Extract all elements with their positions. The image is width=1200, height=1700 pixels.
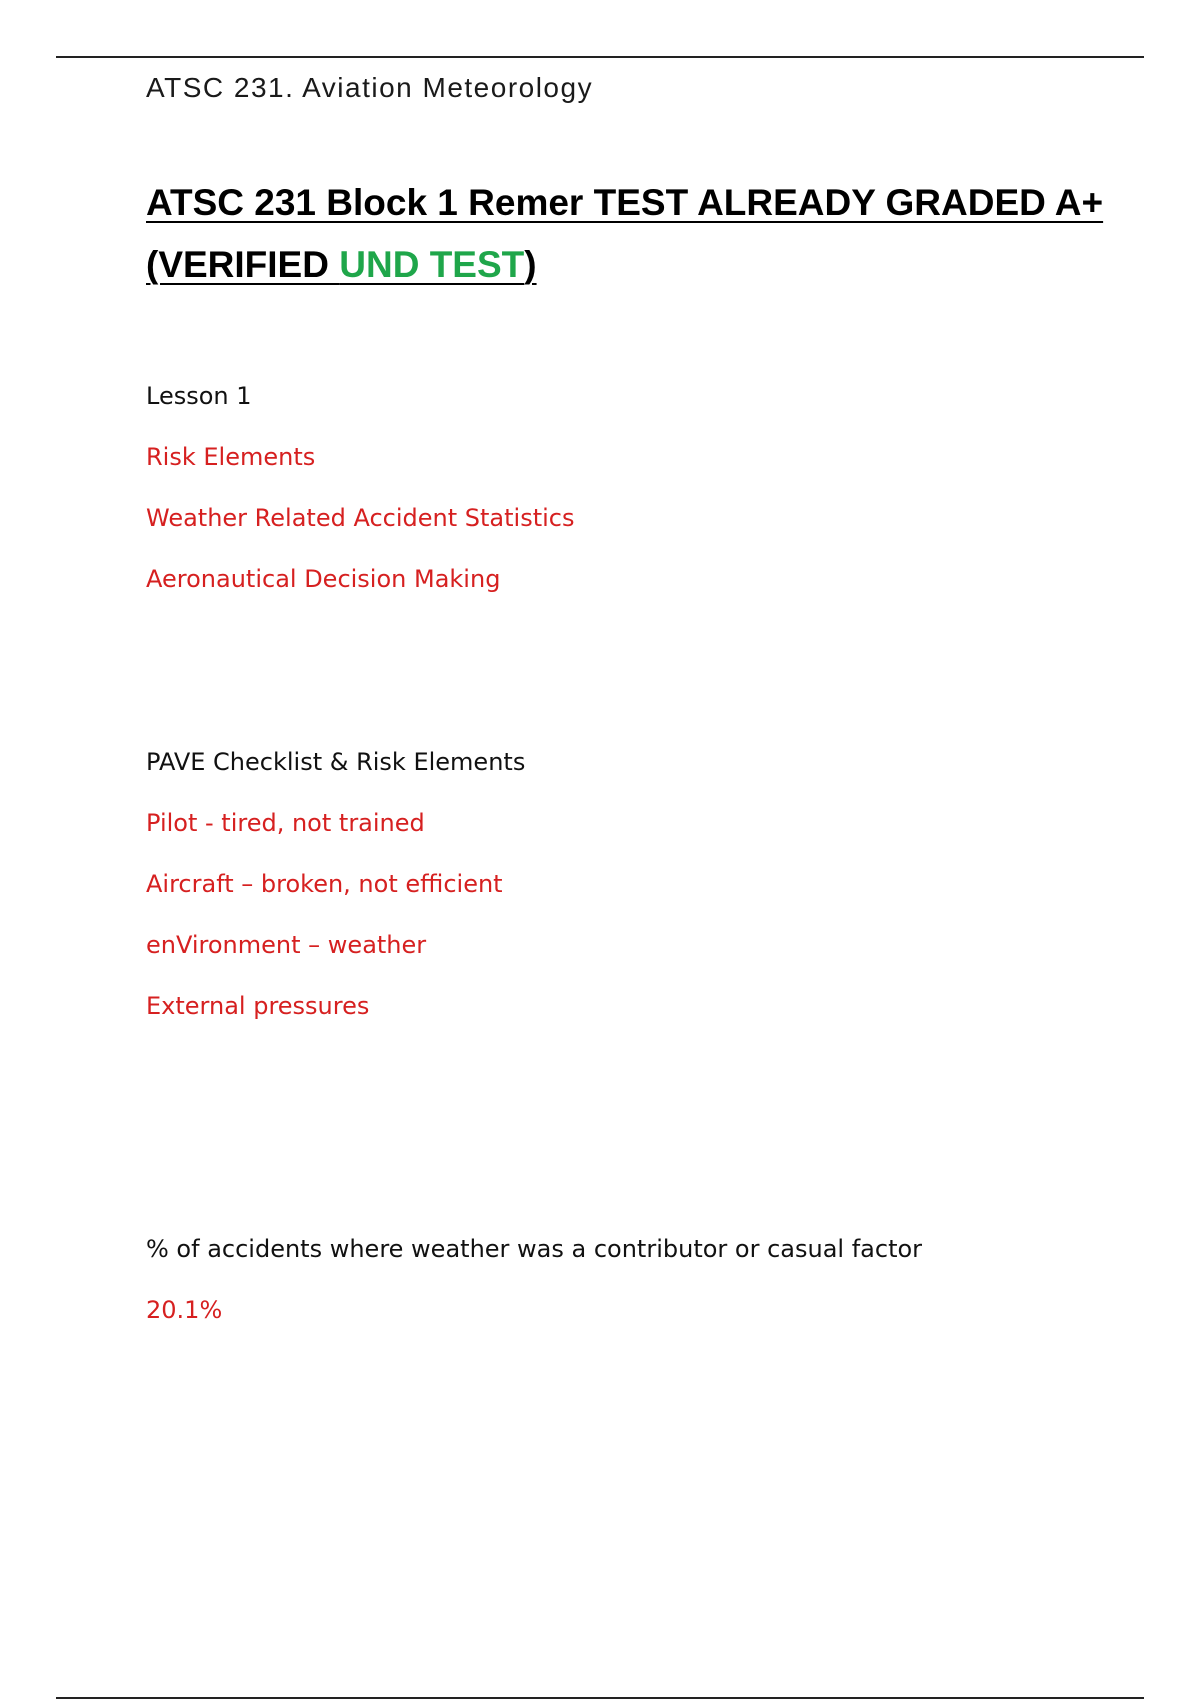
section-2-heading: PAVE Checklist & Risk Elements — [146, 748, 526, 776]
document-title — [146, 172, 1106, 296]
section-2-answer-4: External pressures — [146, 992, 370, 1020]
section-1-answer-1: Risk Elements — [146, 443, 316, 471]
section-3-answer-1: 20.1% — [146, 1296, 223, 1324]
section-1-answer-3: Aeronautical Decision Making — [146, 565, 501, 593]
course-header: ATSC 231. Aviation Meteorology — [146, 72, 594, 103]
section-2-answer-2: Aircraft – broken, not efficient — [146, 870, 503, 898]
section-3-heading: % of accidents where weather was a contributor or casual factor — [146, 1235, 923, 1263]
section-2-answer-1: Pilot - tired, not trained — [146, 809, 425, 837]
title-main-text: ATSC 231 Block 1 Remer TEST ALREADY GRADED A+ (VERIFIED — [146, 182, 1104, 285]
section-2-answer-3: enVironment – weather — [146, 931, 427, 959]
title-closing-text: ) — [524, 244, 537, 285]
bottom-rule — [56, 1697, 1144, 1699]
section-1-answer-2: Weather Related Accident Statistics — [146, 504, 575, 532]
top-rule — [56, 56, 1144, 58]
section-1-heading: Lesson 1 — [146, 382, 252, 410]
title-accent-text: UND TEST — [339, 244, 525, 285]
